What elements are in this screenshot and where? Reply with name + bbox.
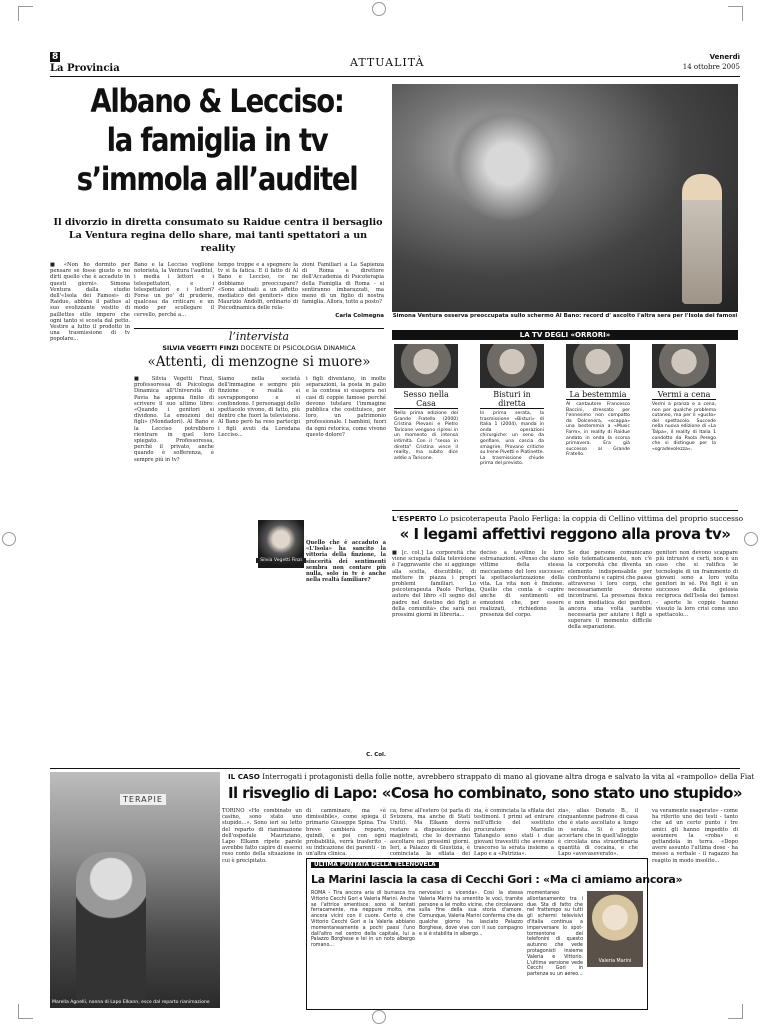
lapo-col-5: zia», alias Donato B., il cinquantenne padrone di casa che è stato ascoltato a lungo in serata. Si è potuto accertare che in quell'alloggio è circolata una straordinaria quantità di cocaina, e che Lapo «avevaseverato». [558, 808, 638, 858]
woman-figure [76, 852, 146, 1002]
tv-item-text: Al cantautore Francesco Baccini, stressato per l'ennesimo non compatto da Dolcenera, «scappa» una bestemmia a «Music Farm», in reality di Raidue andato in onda la scorsa primavera. Era già successo al Grande Fratello. [566, 402, 630, 458]
telenovela-title: La Marini lascia la casa di Cecchi Gori : «Ma ci amiamo ancora» [311, 873, 683, 886]
section-rule [134, 328, 384, 329]
telenovela-col-1: ROMA - Tira ancora aria di burrasca tra Vittorio Cecchi Gori e Valeria Marini. Anche se l'attrice smentisce: sono si tentati ferracamente, ma neppure molto, ma ancora vicini con il cuore. Certo è che Vittorio Cecchi Gori e la Valeria abbiano momentaneamente a pochi passi l'uno dall'altro nel centro della capitale, lui a Palazzo Borghese e lei in un noto albergo romano... [311, 891, 415, 949]
newspaper-name: La Provincia [50, 63, 120, 74]
screen-figure [452, 104, 562, 224]
tv-errori-heading: LA TV DEGLI «ORRORI» [519, 331, 611, 339]
presenter-figure [682, 174, 722, 304]
header-day: Venerdì [709, 53, 740, 61]
tv-item-photo [566, 344, 630, 388]
lapo-kicker-line [228, 772, 755, 781]
esperto-kicker-text: Lo psicoterapeuta Paolo Ferliga: la coppia di Cellino vittima del proprio successo [438, 514, 744, 523]
esperto-col-3: Se due persone comunicano solo telematicamente, non c'è la corporeità che diventa un elemento indispensabile per confrontarsi e capirsi che passa attraverso i loro corpi, che necessariamente devono incontrarsi. La presenza fisica e non mediatica dei genitori, ancora una volta sarebbe necessaria per aiutare i figli a superare il momento difficile della separazione. [568, 550, 652, 631]
tv-item-title: Vermi a cena [652, 390, 716, 400]
esperto-title: « I legami affettivi reggono alla prova tv» [399, 525, 731, 543]
page-header [50, 52, 740, 76]
interview-col-3b: Quello che è accaduto a «L'Isola» ha sancito la vittoria della finzione, la sincerità dei sentimenti sembra non contare più nulla, solo in tv è anche nella realtà familiare? [306, 540, 386, 584]
lapo-title: Il risveglio di Lapo: «Cosa ho combinato, sono stato uno stupido» [228, 784, 742, 802]
register-mark [372, 1010, 386, 1024]
lapo-kicker-text: Interrogati i protagonisti della folle notte, avrebbero strappato di mano al giovane altra droga e salvato la vita al «rampollo» della Fiat [262, 772, 755, 781]
interview-col-1: ■ Silvia Vegetti Finzi, professoressa di Psicologia Dinamica all'Università di Pavia ha appena finito di scrivere il suo ultimo libro: «Quando i genitori si dividono. Le emozioni dei figli» (Mondadori). Al Bano e la Lecciso potrebbero rientrare in quel loro spiegato. Professoressa, perché il privato, anche quando è sofferenza, è sempre più in tv? [134, 376, 214, 463]
telenovela-col-2: nervosisci a vicenda». Così la stessa Valeria Marini ha smentito le voci, tramite persone a lei molto vicine, che circolavano sulla fine della sua storia d'amore. Comunque, Valeria Marini conferma che da qualche giorno ha lasciato Palazzo Borghese, dove vive con il suo compagno e si è stabilita in albergo... [419, 891, 523, 937]
main-article-col-1: ■ «Non ho dormito per pensare se fosse giusto o no dirti quello che è accaduto in questi giorni». Simona Ventura dalla studio dell'«Isola dei Famosi» di Raidue, abbina il pathos al suo evolizzante vestito di paillettes stile impero che ogni tanto si scosta dal petto. Vestire a lutto il prodotto in una trasmissione di tv popolare... [50, 262, 130, 343]
tv-item-photo [394, 344, 458, 388]
header-date: 14 ottobre 2005 [682, 63, 740, 71]
tv-item-text: Nella prima edizione del Grande Fratello (2000) Cristina Plevani e Pietro Taricone vengono ripresi in un momento di intensa intimità. Con il "sesso in diretta" Cristina vince il reality, ma subito dice addio a Taricone. [394, 411, 458, 461]
tv-item-title: La bestemmia [566, 390, 630, 400]
tv-item-title: Sesso nella Casa [394, 390, 458, 409]
telenovela-col-3: momentaneo allontanamento tra i due. Sta di fatto che nel frattempo su tutti gli schermi televisivi d'Italia continua a imperversare lo spot-tormentone dei telefonini di questo autunno che vede protagonisti insieme Valeria e Vittorio. L'ultima versione vede Cecchi Gori in partenza su un aereo... [527, 891, 583, 978]
main-byline: Carla Colmegna [335, 313, 384, 319]
register-mark [372, 2, 386, 16]
section-rule [392, 510, 738, 511]
studio-photo [392, 84, 738, 312]
lapo-col-3: ca, forse all'estero (si parla di Svizzera, ma anche di Stati Uniti). Ma Elkann dovrà restare a disposizione dei magistrati, che lo dovranno ascoltare nei prossimi giorni. Ieri, a Palazzo di Giustizia, è cominciata la sfilata dei [390, 808, 470, 858]
subhead-line-1: Il divorzio in diretta consumato su Raidue centra il bersaglio [53, 217, 383, 228]
telenovela-box [306, 858, 683, 1010]
headline-line-1: Albano & Lecciso: [90, 82, 344, 120]
interview-role: DOCENTE DI PSICOLOGIA DINAMICA [240, 344, 356, 352]
esperto-col-4: genitori non devono scappare più intrusivi e certi, non è un caso che si ratifica le tecnologie di un frammento di giovani sono a loro volta genitori in sé. Poi figli è un successo della gelosia reciproca dell'Isola dei famosi - aperte le coppie hanno vissuto la loro crisi come uno spettacolo... [656, 550, 738, 619]
lapo-col-6: va veramente esagerato» - come ha riferito uno dei testi - tanto che ad un certo punto i tre amici gli hanno impedito di assumere la «roba» e gettandola in terra. «Dopo avere assunto l'ultima dose - ha messo a verbale - il ragazzo ha reagito in modo insolito... [652, 808, 738, 864]
tv-item-1 [394, 344, 458, 461]
header-rule [50, 76, 740, 77]
subhead-line-2: La Ventura regina dello share, mai tanti spettatori a un reality [68, 230, 368, 254]
tv-item-photo [652, 344, 716, 388]
telenovela-kicker: ULTIMA PUNTATA DELLA TELENOVELA [311, 862, 439, 868]
tv-item-4 [652, 344, 716, 452]
headline-line-2: la famiglia in tv [106, 121, 328, 159]
tv-item-2 [480, 344, 544, 467]
section-name: ATTUALITÀ [350, 56, 425, 69]
crop-mark [18, 6, 33, 21]
lapo-photo [50, 772, 220, 1008]
lapo-photo-caption: Marella Agnelli, nonna di Lapo Elkann, esce dal reparto rianimazione [52, 1000, 210, 1005]
interview-name: SILVIA VEGETTI FINZI [162, 344, 239, 352]
marini-photo-caption: Valeria Marini [598, 959, 632, 964]
tv-item-text: In prima serata, la trasmissione «Bisturi» di Italia 1 (2004), manda in onda operazioni chirurgiche: un seno da gonfiare, una coscia da smagrire. Provano critiche su Irene Pivetti e Platinette. La trasmissione chiude prima del previsto. [480, 411, 544, 467]
lapo-col-4: zia, è cominciata la sfilata dei testimoni. I primi ad entrare nell'ufficio del sostituto procuratore Marcello Tatangelo sono stati i due giovani travestiti che avevano trascorso la serata insieme a Lapo e a «Patrizia». [474, 808, 554, 858]
register-mark [2, 532, 16, 546]
subheadline [50, 216, 386, 255]
esperto-col-2: deciso a tavolino le loro estreanazioni. «Penso che siano vittime della stessa meccanismo del loro successo: la spettacolarizzazione della vita. La vita non è finzione. Quello che conta è capire anche di sentimenti ed emozioni che, per essere realizzati, richiedono la presenza del corpo. [480, 550, 564, 619]
lapo-kicker: IL CASO [228, 772, 260, 781]
interview-author-line [134, 344, 384, 352]
lapo-col-1: TORINO «Ho combinato un casino, sono stato uno stupido...». Sono ieri su letto del reparto di rianimazione dell'ospedale Mauriziano, Lapo Elkann ripete parole avrebbe fatto capire di essersi reso conto della situazione in cui è precipitato. [222, 808, 302, 864]
crop-mark [18, 1004, 33, 1019]
tv-item-title: Bisturi in diretta [480, 390, 544, 409]
main-headline [75, 82, 359, 199]
interview-col-3: i figli diventano, in molte separazioni, la posta in palio e la contesa si esaspera nei casi di coppie famose perché devono tutelare l'immagine pubblica che costituisce, per loro, un patrimonio professionale. I bambini, fuori da ogni retorica, come vivono questo dolore? [306, 376, 386, 438]
interview-col-2: Siamo nella società dell'immagine e sempre più finzione e realtà si sovrappongono e si confondono. I personaggi dello spettacolo vivono, di fatto, più dentro che fuori la televisione. Al Bano però ha reso partecipi i figli avuti da Loredana Lecciso... [218, 376, 300, 438]
register-mark [744, 532, 758, 546]
page-number: 8 [52, 52, 59, 62]
interview-title: «Attenti, di menzogne si muore» [147, 354, 371, 370]
tv-item-text: Vermi a pranzo e a cena, non per qualche problema cutaneo, ma per il «gusto» del spettacolo. Succede nella nuova edizione di «La Talpa», il reality di Italia 1 condotto da Paola Perego che si distingue per la «sgradevolezza». [652, 402, 716, 452]
interview-photo-caption: Silvia Vegetti Finzi [256, 558, 306, 563]
main-article-col-4: zioni Familiari a La Sapienza di Roma e direttore dell'Accademia di Psicoterapia della Famiglia di Roma - si sentiranno imbarazzati, ma meno di un figlio di nostra famiglia. Allora, tutto a posto? [302, 262, 384, 306]
main-article-col-3: tempo troppe e a spegnere la tv si fa fatica. E il fatto di Al Bano e Lecciso, ce ne dobbiamo preoccupare? «Sono abituati a un affetto mediatico dei genitori» dice Maurizio Andolfi, ordinario di Psicodinamica delle rela- [218, 262, 298, 312]
section-rule [50, 768, 740, 769]
interview-kicker: l’intervista [228, 330, 290, 343]
tv-item-photo [480, 344, 544, 388]
esperto-kicker-line [392, 514, 744, 523]
esperto-kicker: L'ESPERTO [392, 514, 437, 523]
hospital-sign: TERAPIE [120, 794, 166, 805]
headline-line-3: s’immola all’auditel [76, 160, 358, 198]
crop-mark [728, 6, 743, 21]
lapo-col-2: di camminare, ma «è dimissibile», come spiega il primario Giuseppe Spina. Tra breve cambierà reparto, quindi, e poi con ogni probabilità, verrà trasferito - su indicazione dei parenti - in un'altra clinica. [306, 808, 386, 858]
interview-byline: C. Col. [366, 752, 386, 758]
marini-photo [587, 891, 643, 967]
main-article-col-2: Bano e la Lecciso voglione notorietà, la Ventura l'auditel, i media i lettori e i telespettatori, e i telespettatori e i lettori? Forse un po' di pruderie, qualcosa da criticare e un modo per scollegare il cervello, perché a... [134, 262, 214, 318]
studio-photo-caption: Simona Ventura osserva preoccupata sullo schermo Al Bano: record d' ascolto l'altra sera per l'Isola dei famosi [392, 313, 738, 319]
tv-item-3 [566, 344, 630, 458]
esperto-col-1: ■ [c. col.] La corporeità che viene sciupata dalla televisione è l'aggravante che si aggiunge alla scelta, discutibile, di mettere in piazza i propri problemi familiari. Lo psicoterapeuta Paolo Ferliga, autore del libro «Il segno del padre nel destino dei figli e della comunità» che sarà nei prossimi giorni in libreria... [392, 550, 476, 619]
